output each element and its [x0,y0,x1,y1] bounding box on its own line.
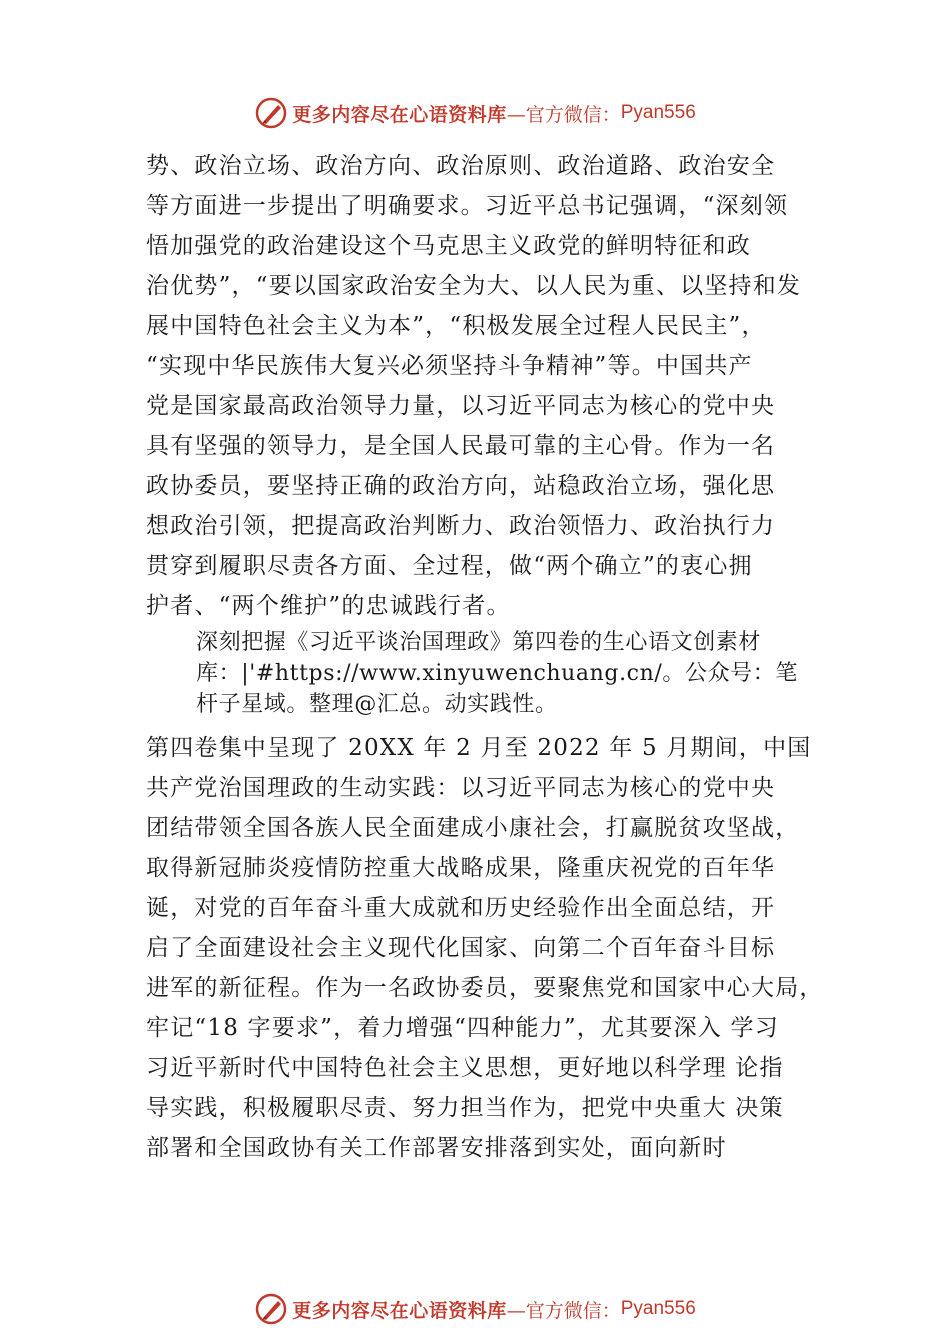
paragraph-2 [146,728,846,1168]
header-banner [0,96,950,130]
text-line: 展中国特色社会主义为本”，“积极发展全过程人民民主”， [146,313,766,339]
header-wechat-id: Pyan556 [620,102,696,123]
text-line: 第四卷集中呈现了 20XX 年 2 月至 2022 年 5 月期间，中国 [146,735,812,761]
text-line: 进军的新征程。作为一名政协委员，要聚焦党和国家中心大局， [146,975,824,1001]
text-line: “实现中华民族伟大复兴必须坚持斗争精神”等。中国共产 [146,353,753,379]
text-line: 启了全面建设社会主义现代化国家、向第二个百年奋斗目标 [146,935,776,961]
text-line: 护者、“两个维护”的忠诚践行者。 [146,593,511,619]
text-line: 习近平新时代中国特色社会主义思想，更好地以科学理 论指 [146,1055,784,1081]
inserted-note [196,627,846,720]
text-line: 具有坚强的领导力，是全国人民最可靠的主心骨。作为一名 [146,433,776,459]
text-line: 势、政治立场、政治方向、政治原则、政治道路、政治安全 [146,153,776,179]
pen-logo-icon [254,96,288,130]
text-line: 悟加强党的政治建设这个马克思主义政党的鲜明特征和政 [146,233,751,259]
text-line: 部署和全国政协有关工作部署安排落到实处，面向新时 [146,1135,727,1161]
text-line: 共产党治国理政的生动实践：以习近平同志为核心的党中央 [146,775,776,801]
text-line: 牢记“18 字要求”，着力增强“四种能力”，尤其要深入 学习 [146,1015,779,1041]
text-line: 党是国家最高政治领导力量，以习近平同志为核心的党中央 [146,393,776,419]
pen-logo-icon [254,1292,288,1326]
footer-banner-text: 更多内容尽在心语资料库 [292,1299,507,1322]
text-line: 贯穿到履职尽责各方面、全过程，做“两个确立”的衷心拥 [146,553,753,579]
footer-banner-separator: —官方微信： [506,1299,621,1322]
paragraph-1 [146,146,846,626]
text-line: 政协委员，要坚持正确的政治方向，站稳政治立场，强化思 [146,473,776,499]
header-banner-separator: —官方微信： [506,103,621,126]
text-line: 团结带领全国各族人民全面建成小康社会，打赢脱贫攻坚战， [146,815,800,841]
text-line: 取得新冠肺炎疫情防控重大战略成果，隆重庆祝党的百年华 [146,855,776,881]
note-line: 深刻把握《习近平谈治国理政》第四卷的生心语文创素材 [196,630,762,655]
note-line: 杆子星域。整理@汇总。动实践性。 [196,692,558,717]
text-line: 想政治引领，把提高政治判断力、政治领悟力、政治执行力 [146,513,776,539]
footer-banner [0,1292,950,1326]
footer-wechat-id: Pyan556 [620,1298,696,1319]
text-line: 导实践，积极履职尽责、努力担当作为，把党中央重大 决策 [146,1095,784,1121]
text-line: 等方面进一步提出了明确要求。习近平总书记强调，“深刻领 [146,193,789,219]
note-line: 库：|'#https://www.xinyuwenchuang.cn/。公众号：笔 [196,661,798,686]
text-line: 治优势”，“要以国家政治安全为大、以人民为重、以坚持和发 [146,273,802,299]
text-line: 诞，对党的百年奋斗重大成就和历史经验作出全面总结，开 [146,895,776,921]
header-banner-text: 更多内容尽在心语资料库 [292,103,507,126]
